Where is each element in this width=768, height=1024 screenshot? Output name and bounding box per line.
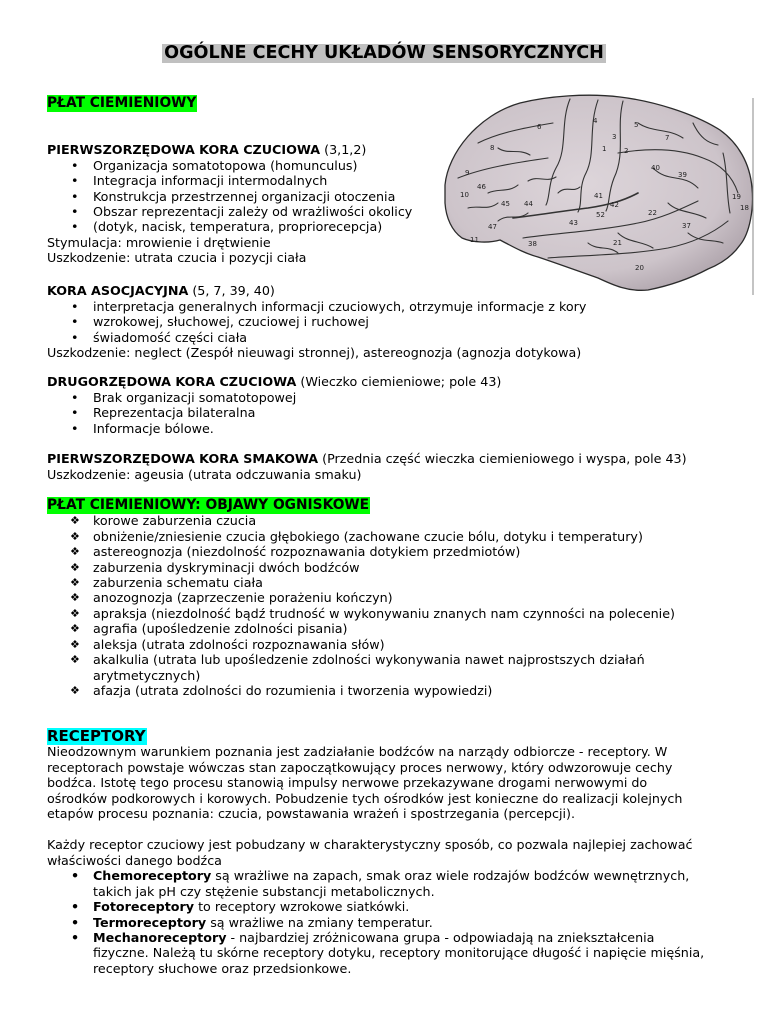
area-label: 22 <box>648 209 657 217</box>
receptor-type-item <box>47 915 704 930</box>
section-heading-focal-symptoms: PŁAT CIEMIENIOWY: OBJAWY OGNISKOWE <box>47 497 370 513</box>
paragraph-line: bodźca. Istotę tego procesu stanowią impulsy nerwowe przekazywane drogami nerwowymi do <box>47 775 648 791</box>
subsection-title <box>47 283 586 298</box>
list-item: • świadomość części ciała <box>47 330 586 345</box>
subsection-label: KORA ASOCJACYJNA <box>47 283 189 299</box>
subsection-note: (5, 7, 39, 40) <box>188 283 275 299</box>
receptor-type-item <box>47 930 704 945</box>
subsection-title <box>47 451 687 466</box>
subsection-note: (Przednia część wieczka ciemieniowego i wyspa, pole 43) <box>318 451 687 467</box>
area-label: 45 <box>501 200 510 208</box>
area-label: 40 <box>651 164 660 172</box>
subsection-note: (3,1,2) <box>320 142 367 158</box>
list-item: ❖ astereognozja (niezdolność rozpoznawania dotykiem przedmiotów) <box>47 544 675 559</box>
list-item-continuation: fizyczne. Należą tu skórne receptory dotyku, receptory monitorujące długość i napięcie mięśnia, <box>93 945 705 961</box>
paragraph-line: etapów procesu poznania: czucia, powstawania wrażeń i spostrzegania (percepcji). <box>47 806 575 822</box>
list-item: • Organizacja somatotopowa (homunculus) <box>47 158 412 173</box>
list-item: ❖ aleksja (utrata zdolności rozpoznawania słów) <box>47 637 675 652</box>
receptors-intro-paragraph <box>47 744 682 821</box>
document-title: OGÓLNE CECHY UKŁADÓW SENSORYCZNYCH <box>164 43 604 63</box>
receptor-type-item <box>47 868 704 883</box>
stimulation-text: Stymulacja: mrowienie i drętwienie <box>47 234 271 250</box>
area-label: 1 <box>602 145 607 153</box>
list-item: • wzrokowej, słuchowej, czuciowej i ruchowej <box>47 314 586 329</box>
area-label: 9 <box>465 169 470 177</box>
area-label: 41 <box>594 192 603 200</box>
area-label: 4 <box>593 117 598 125</box>
primary-somatosensory-section <box>47 142 412 266</box>
receptor-term: Mechanoreceptory <box>93 930 227 946</box>
list-item: • Konstrukcja przestrzennej organizacji otoczenia <box>47 189 412 204</box>
list-item-continuation: receptory słuchowe oraz przedsionkowe. <box>93 960 352 976</box>
list-item: ❖ obniżenie/zniesienie czucia głębokiego (zachowane czucie bólu, dotyku i temperatury) <box>47 529 675 544</box>
list-item: ❖ anozognozja (zaprzeczenie porażeniu kończyn) <box>47 590 675 605</box>
section-heading-parietal-lobe: PŁAT CIEMIENIOWY <box>47 95 197 111</box>
list-item: ❖ afazja (utrata zdolności do rozumienia i tworzenia wypowiedzi) <box>47 683 675 698</box>
area-label: 43 <box>569 219 578 227</box>
area-label: 11 <box>470 236 479 244</box>
paragraph-line: ośrodków podkorowych i korowych. Pobudzenie tych ośrodków jest konieczne do realizacji kolejnych <box>47 790 683 806</box>
list-item: • Informacje bólowe. <box>47 421 501 436</box>
receptor-description: - najbardziej zróżnicowana grupa - odpowiadają na zniekształcenia <box>226 930 655 946</box>
subsection-label: PIERWSZORZĘDOWA KORA SMAKOWA <box>47 451 319 467</box>
damage-text: Uszkodzenie: ageusia (utrata odczuwania smaku) <box>47 466 362 482</box>
area-label: 39 <box>678 171 687 179</box>
area-label: 20 <box>635 264 644 272</box>
area-label: 5 <box>634 121 639 129</box>
list-item: ❖ zaburzenia schematu ciała <box>47 575 675 590</box>
section-heading-receptors: RECEPTORY <box>47 727 146 745</box>
area-label: 52 <box>596 211 605 219</box>
list-item: • Obszar reprezentacji zależy od wrażliwości okolicy <box>47 204 412 219</box>
receptor-term: Chemoreceptory <box>93 868 212 884</box>
paragraph-line: receptorach powstaje wówczas stan zapoczątkowujący proces nerwowy, który odwzorowuje cechy <box>47 759 673 775</box>
paragraph-line: właściwości danego bodźca <box>47 852 222 868</box>
area-label: 42 <box>610 201 619 209</box>
area-label: 47 <box>488 223 497 231</box>
area-label: 19 <box>732 193 741 201</box>
receptor-description: są wrażliwe na zmiany temperatur. <box>206 914 433 930</box>
list-item: ❖ zaburzenia dyskryminacji dwóch bodźców <box>47 560 675 575</box>
subsection-label: PIERWSZORZĘDOWA KORA CZUCIOWA <box>47 142 321 158</box>
list-item: • Brak organizacji somatotopowej <box>47 390 501 405</box>
area-label: 37 <box>682 222 691 230</box>
receptor-type-item <box>47 899 704 914</box>
primary-gustatory-section <box>47 451 687 482</box>
area-label: 21 <box>613 239 622 247</box>
subsection-label: DRUGORZĘDOWA KORA CZUCIOWA <box>47 374 297 390</box>
receptor-term: Fotoreceptory <box>93 899 195 915</box>
area-label: 2 <box>624 147 629 155</box>
area-label: 6 <box>537 123 542 131</box>
subsection-title <box>47 374 501 389</box>
list-item: ❖ akalkulia (utrata lub upośledzenie zdolności wykonywania nawet najprostszych działań <box>47 652 675 667</box>
damage-text: Uszkodzenie: neglect (Zespół nieuwagi stronnej), astereognozja (agnozja dotykowa) <box>47 345 582 361</box>
secondary-somatosensory-section <box>47 374 501 436</box>
paragraph-line: Każdy receptor czuciowy jest pobudzany w charakterystyczny sposób, co pozwala najlepiej zachować <box>47 837 693 853</box>
title-row <box>0 44 768 63</box>
list-item: • Reprezentacja bilateralna <box>47 405 501 420</box>
subsection-note: (Wieczko ciemieniowe; pole 43) <box>296 374 502 390</box>
list-item: ❖ apraksja (niezdolność bądź trudność w wykonywaniu znanych nam czynności na polecenie) <box>47 606 675 621</box>
area-label: 3 <box>612 133 617 141</box>
area-label: 46 <box>477 183 486 191</box>
brain-lateral-view-figure <box>438 93 756 298</box>
focal-symptoms-list <box>47 513 675 698</box>
receptors-second-paragraph <box>47 837 692 868</box>
area-label: 38 <box>528 240 537 248</box>
area-label: 10 <box>460 191 469 199</box>
list-item: ❖ korowe zaburzenia czucia <box>47 513 675 528</box>
subsection-title <box>47 142 412 157</box>
area-label: 18 <box>740 204 749 212</box>
damage-text: Uszkodzenie: utrata czucia i pozycji ciała <box>47 250 307 266</box>
receptor-description: są wrażliwe na zapach, smak oraz wiele rodzajów bodźców wewnętrznych, <box>211 868 690 884</box>
receptor-types-list <box>47 868 704 976</box>
paragraph-line: Nieodzownym warunkiem poznania jest zadziałanie bodźców na narządy odbiorcze - receptory. W <box>47 744 668 760</box>
list-item: • interpretacja generalnych informacji czuciowych, otrzymuje informacje z kory <box>47 299 586 314</box>
area-label: 7 <box>665 134 670 142</box>
list-item-continuation: arytmetycznych) <box>93 667 201 683</box>
list-item: • Integracja informacji intermodalnych <box>47 173 412 188</box>
receptor-term: Termoreceptory <box>93 914 207 930</box>
list-item: ❖ agrafia (upośledzenie zdolności pisania) <box>47 621 675 636</box>
area-label: 8 <box>490 144 495 152</box>
list-item-continuation: takich jak pH czy stężenie substancji metabolicznych. <box>93 883 435 899</box>
association-cortex-section <box>47 283 586 360</box>
list-item: • (dotyk, nacisk, temperatura, propriorecepcja) <box>47 219 412 234</box>
receptor-description: to receptory wzrokowe siatkówki. <box>194 899 410 915</box>
area-label: 44 <box>524 200 533 208</box>
